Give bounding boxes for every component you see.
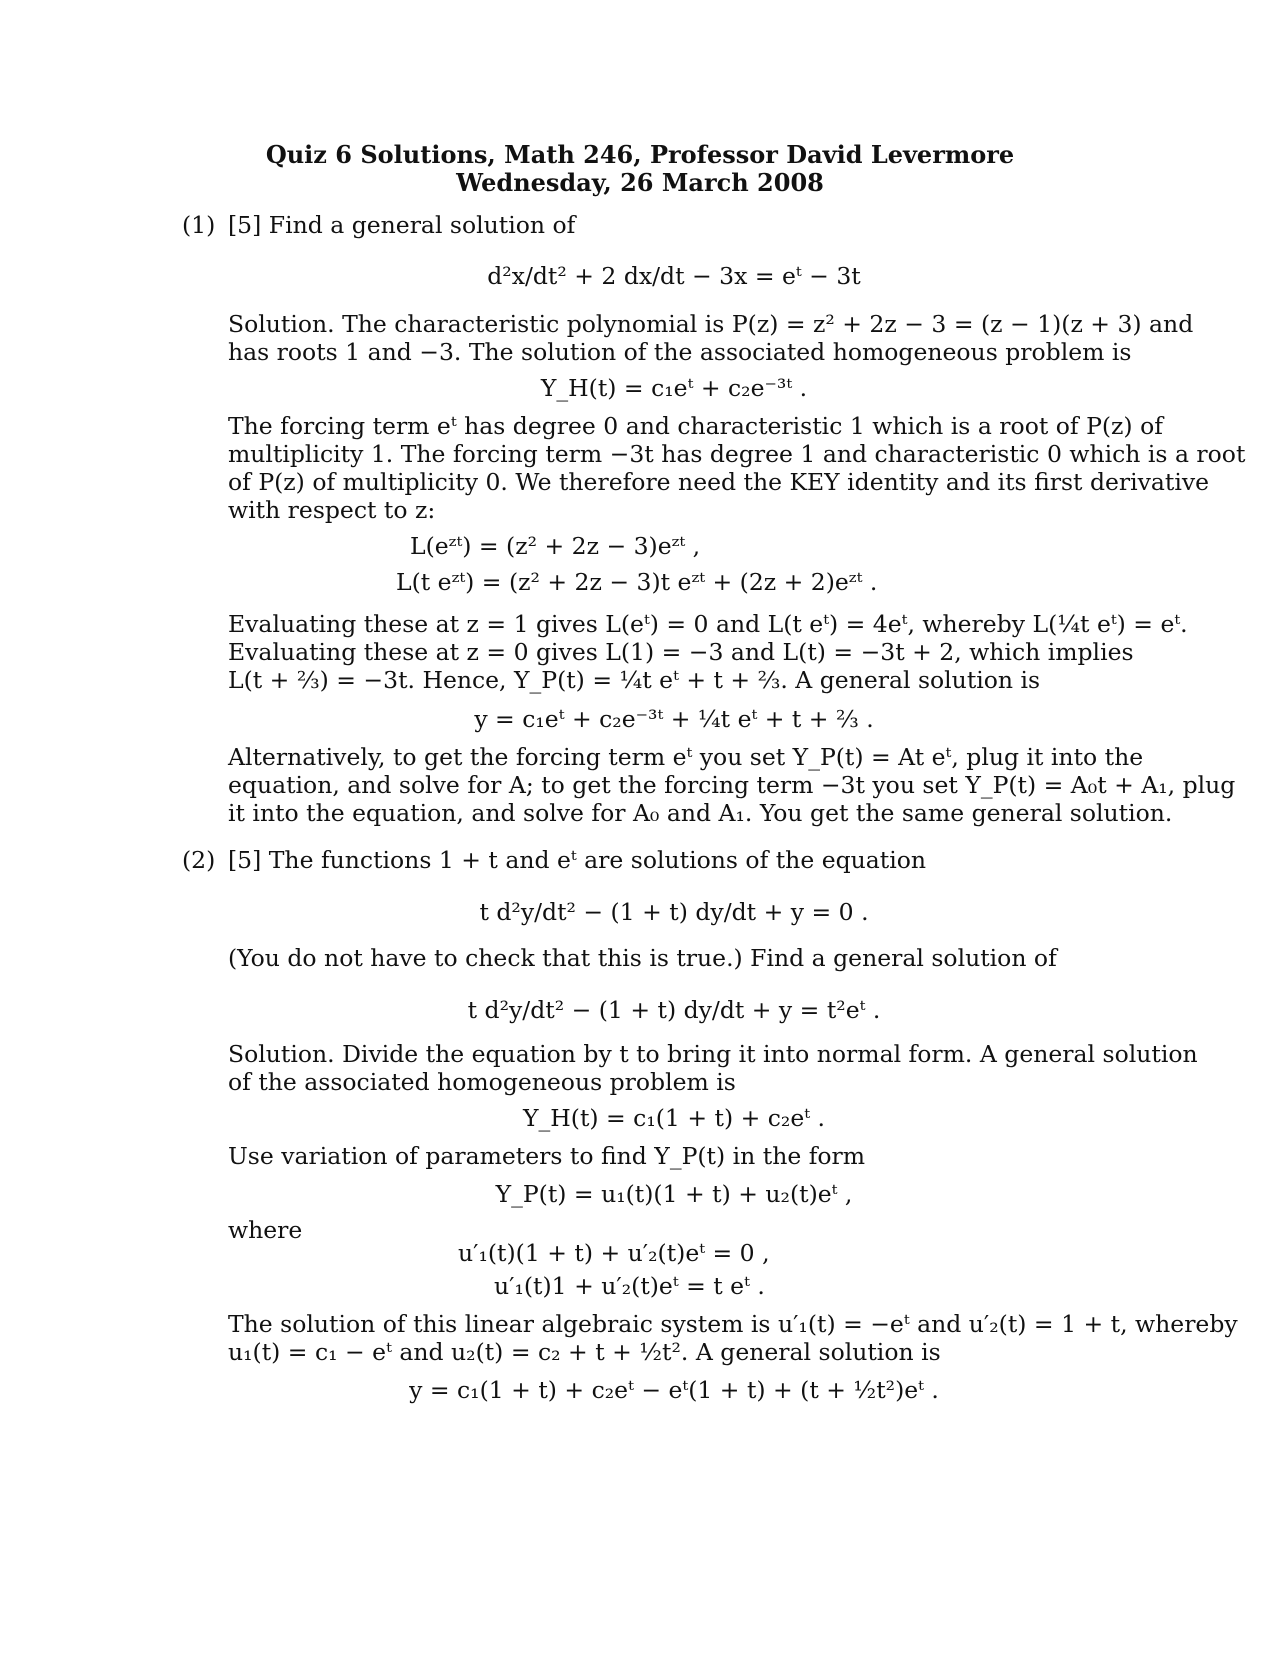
problem-1-label: (1) [182,211,216,239]
p1-eval-line: Evaluating these at z = 1 gives L(eᵗ) = 0 and L(t eᵗ) = 4eᵗ, whereby L(¼t eᵗ) = eᵗ. [228,610,1188,638]
p2-system-eq-1: u′₁(t)(1 + t) + u′₂(t)eᵗ = 0 , [458,1239,770,1267]
p2-variation-text: Use variation of parameters to find Y_P(t) in the form [228,1142,866,1170]
p1-key-identity: L(eᶻᵗ) = (z² + 2z − 3)eᶻᵗ , [410,532,701,560]
p1-forcing-line: with respect to z: [228,496,436,524]
p2-particular-form: Y_P(t) = u₁(t)(1 + t) + u₂(t)eᵗ , [495,1180,853,1208]
title-line-1: Quiz 6 Solutions, Math 246, Professor David Levermore [265,140,1015,169]
problem-2-label: (2) [182,846,216,874]
problem-1-equation: d²x/dt² + 2 dx/dt − 3x = eᵗ − 3t [487,262,861,290]
p2-solution-line: of the associated homogeneous problem is [228,1068,736,1096]
p1-key-derivative: L(t eᶻᵗ) = (z² + 2z − 3)t eᶻᵗ + (2z + 2)eᶻᵗ . [396,568,878,596]
p1-eval-line: Evaluating these at z = 0 gives L(1) = −3 and L(t) = −3t + 2, which implies [228,638,1134,666]
problem-1-statement: [5] Find a general solution of [228,211,576,239]
p2-result-line: The solution of this linear algebraic system is u′₁(t) = −eᵗ and u′₂(t) = 1 + t, whereby [228,1310,1238,1338]
p1-forcing-line: The forcing term eᵗ has degree 0 and characteristic 1 which is a root of P(z) of [228,412,1163,440]
p1-forcing-line: of P(z) of multiplicity 0. We therefore need the KEY identity and its first derivative [228,468,1210,496]
p2-general-solution: y = c₁(1 + t) + c₂eᵗ − eᵗ(1 + t) + (t + ½t²)eᵗ . [409,1376,939,1404]
p2-result-line: u₁(t) = c₁ − eᵗ and u₂(t) = c₂ + t + ½t². A general solution is [228,1338,941,1366]
p2-homogeneous-equation: t d²y/dt² − (1 + t) dy/dt + y = 0 . [479,898,869,926]
problem-2-statement: [5] The functions 1 + t and eᵗ are solutions of the equation [228,846,927,874]
p1-alt-line: Alternatively, to get the forcing term eᵗ you set Y_P(t) = At eᵗ, plug it into the [228,743,1144,771]
p1-eval-line: L(t + ⅔) = −3t. Hence, Y_P(t) = ¼t eᵗ + t + ⅔. A general solution is [228,666,1041,694]
p2-equation: t d²y/dt² − (1 + t) dy/dt + y = t²eᵗ . [467,996,881,1024]
p1-solution-line: has roots 1 and −3. The solution of the associated homogeneous problem is [228,338,1132,366]
p2-solution-line: Solution. Divide the equation by t to bring it into normal form. A general solution [228,1040,1198,1068]
p2-homogeneous-solution: Y_H(t) = c₁(1 + t) + c₂eᵗ . [523,1104,825,1132]
p1-alt-line: it into the equation, and solve for A₀ and A₁. You get the same general solution. [228,799,1173,827]
p2-system-eq-2: u′₁(t)1 + u′₂(t)eᵗ = t eᵗ . [494,1272,765,1300]
p1-solution-line: Solution. The characteristic polynomial is P(z) = z² + 2z − 3 = (z − 1)(z + 3) and [228,310,1194,338]
p1-homogeneous-solution: Y_H(t) = c₁eᵗ + c₂e⁻³ᵗ . [540,374,808,402]
title-line-2: Wednesday, 26 March 2008 [456,168,824,197]
p1-general-solution: y = c₁eᵗ + c₂e⁻³ᵗ + ¼t eᵗ + t + ⅔ . [474,705,874,733]
p1-forcing-line: multiplicity 1. The forcing term −3t has degree 1 and characteristic 0 which is a root [228,440,1246,468]
p2-where: where [228,1216,303,1244]
p1-alt-line: equation, and solve for A; to get the forcing term −3t you set Y_P(t) = A₀t + A₁, plug [228,771,1236,799]
p2-note: (You do not have to check that this is true.) Find a general solution of [228,944,1057,972]
